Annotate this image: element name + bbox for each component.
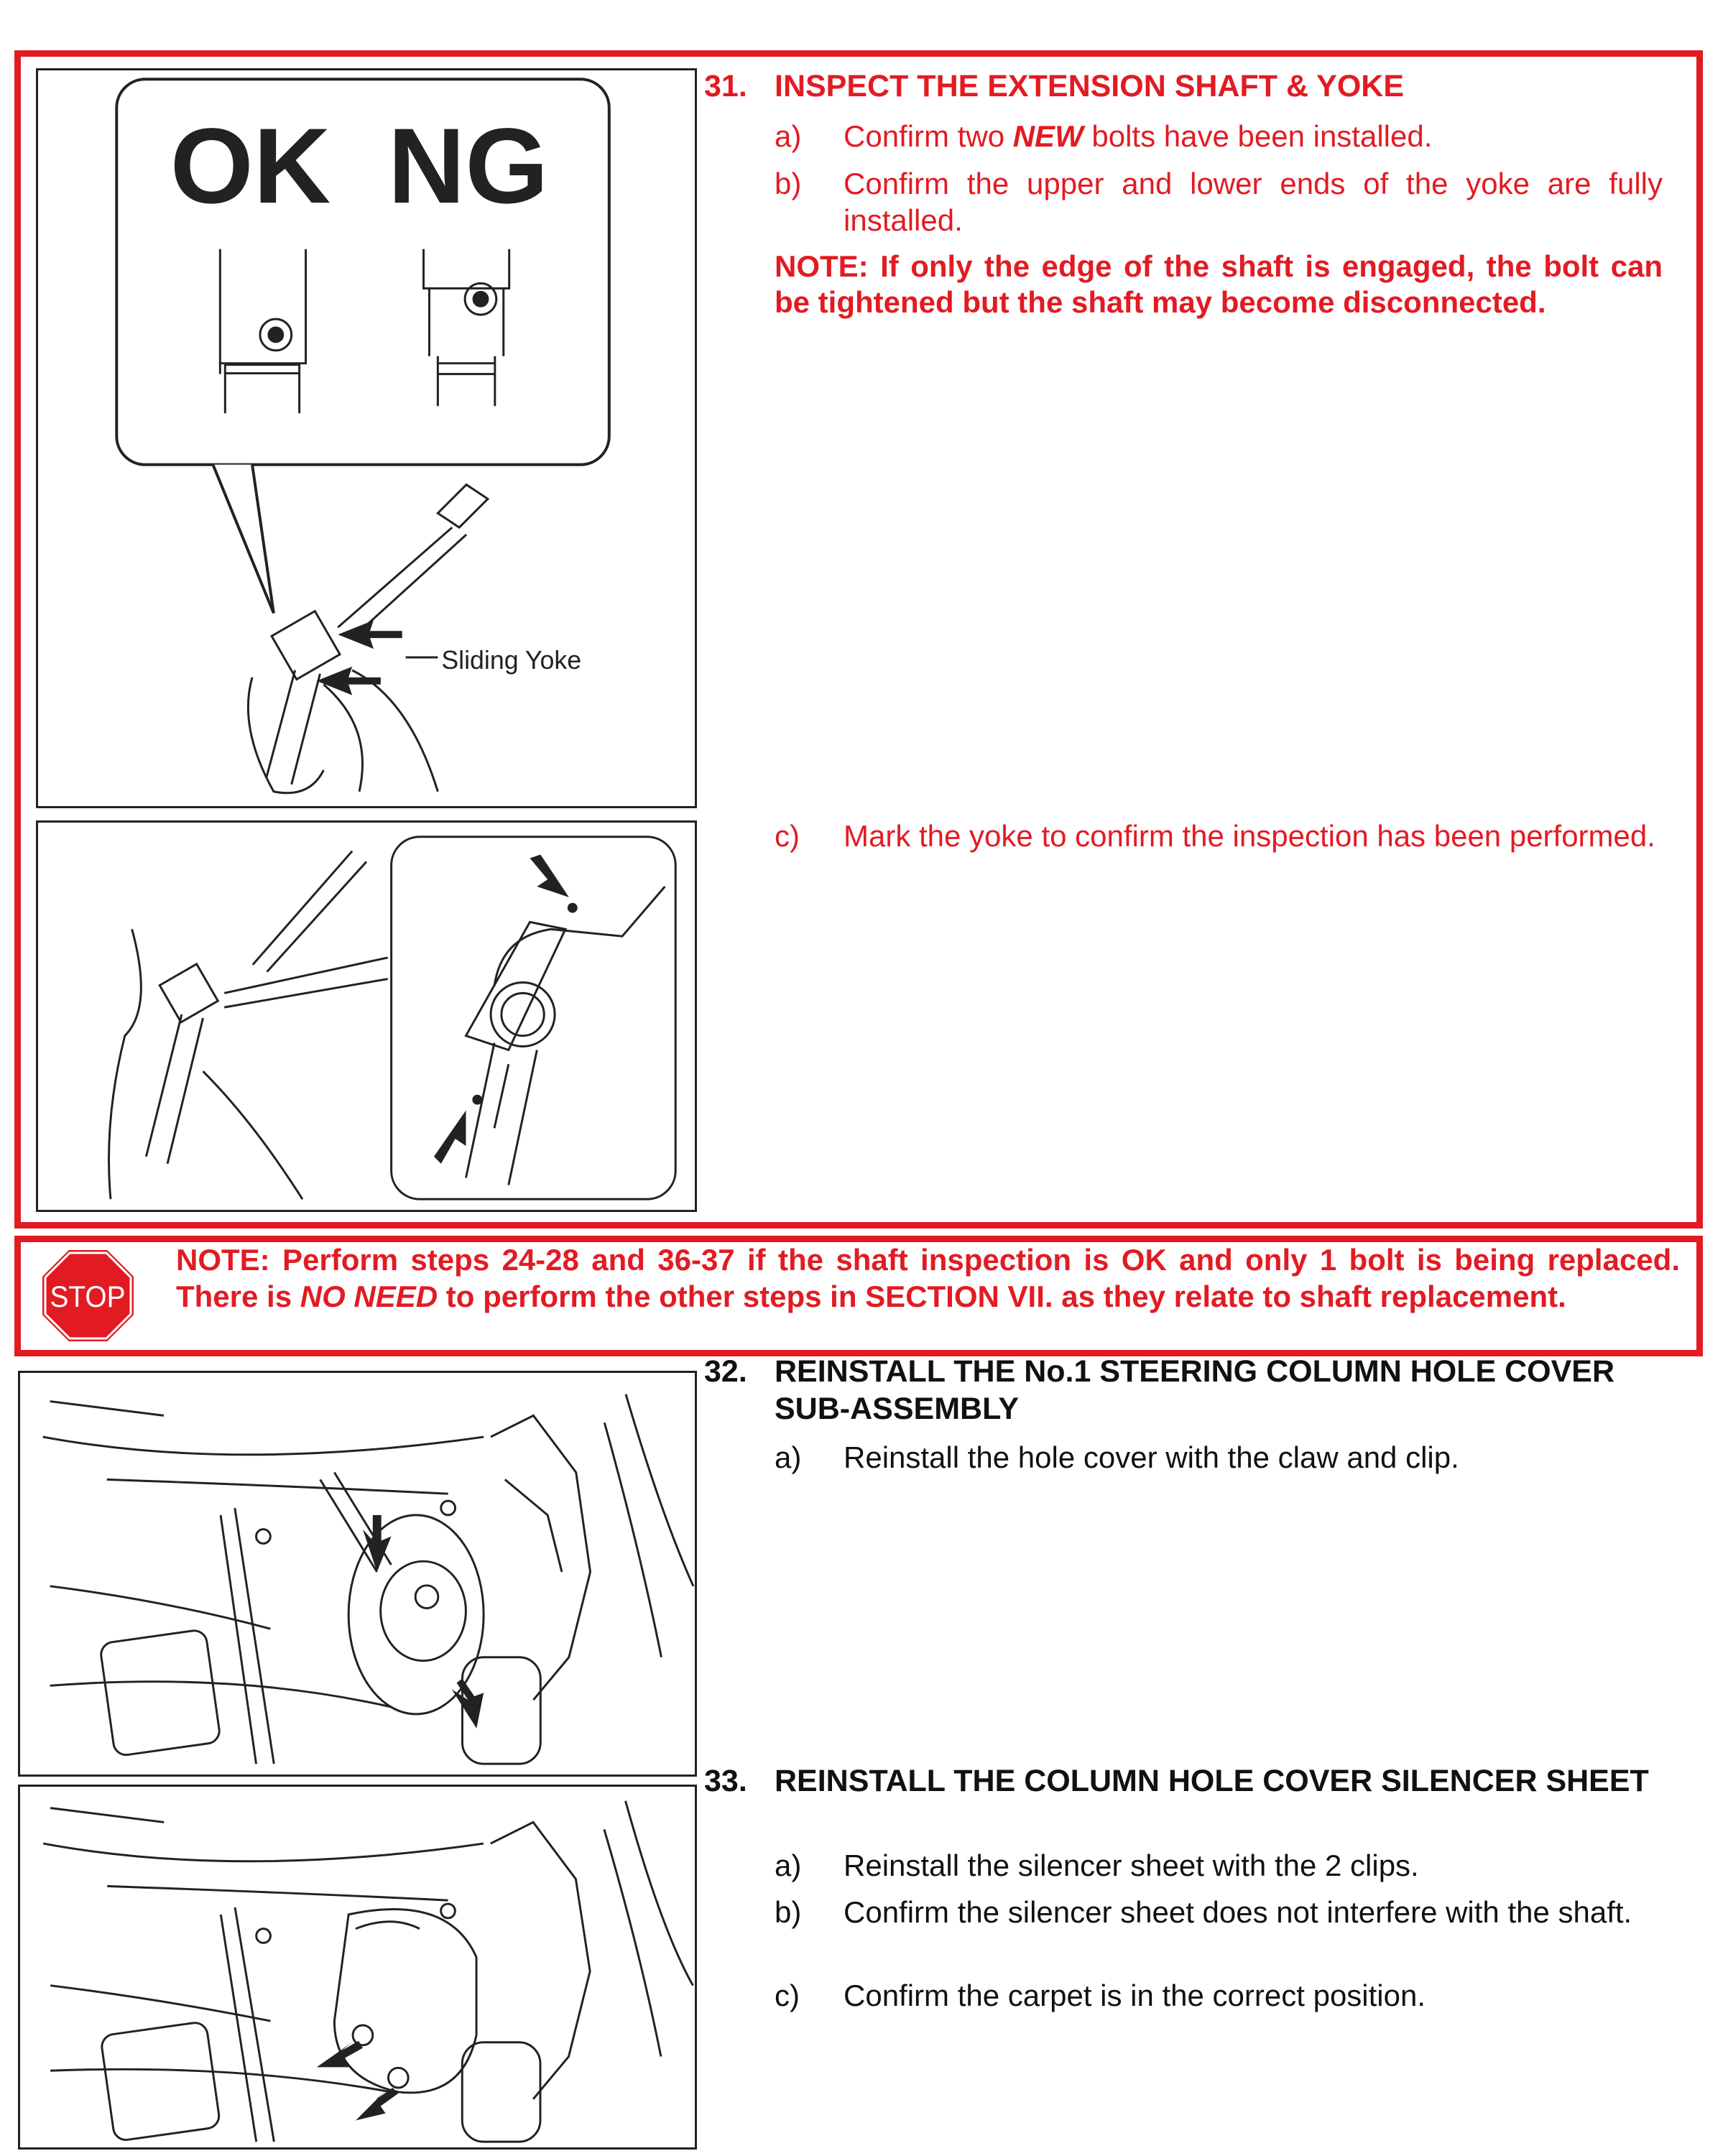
item-label: a) (775, 1849, 802, 1882)
figure-mark-yoke (36, 820, 697, 1212)
item-text: Confirm the upper and lower ends of the yoke are fully installed. (844, 167, 1663, 237)
item-text: Confirm the carpet is in the correct position. (844, 1979, 1426, 2012)
item-text: Reinstall the hole cover with the claw and clip. (844, 1440, 1459, 1474)
sliding-yoke-callout: Sliding Yoke (441, 645, 582, 675)
figure-ok-ng-yoke (36, 68, 697, 808)
step31-item-c (775, 818, 1663, 854)
step31-item-a (775, 118, 1668, 154)
item-text: Mark the yoke to confirm the inspection has been performed. (844, 819, 1655, 853)
item-label: a) (775, 1440, 802, 1474)
step31-note: NOTE: If only the edge of the shaft is engaged, the bolt can be tightened but the shaft may become disconnected. (775, 249, 1663, 319)
item-label: b) (775, 1895, 802, 1929)
note-text: NOTE: Perform steps 24-28 and 36-37 if the shaft inspection is OK and only 1 bolt is being replaced. There is (176, 1243, 1680, 1313)
step31-item-b (775, 165, 1663, 239)
stop-sign-icon (40, 1247, 137, 1344)
step31-title: INSPECT THE EXTENSION SHAFT & YOKE (775, 69, 1405, 103)
item-text: Confirm the silencer sheet does not interfere with the shaft. (844, 1895, 1632, 1929)
note-text: to perform the other steps in SECTION VII. as they relate to shaft replacement. (438, 1280, 1566, 1313)
step33-item-c (775, 1977, 1680, 2014)
yoke-inspection-illustration (38, 70, 695, 806)
figure-hole-cover (18, 1371, 697, 1777)
stop-note-text (176, 1241, 1680, 1315)
step32-title: REINSTALL THE No.1 STEERING COLUMN HOLE COVER SUB-ASSEMBLY (775, 1354, 1615, 1426)
hole-cover-illustration (20, 1373, 695, 1775)
item-label: c) (775, 819, 800, 853)
mark-yoke-illustration (38, 823, 695, 1210)
item-text: Reinstall the silencer sheet with the 2 clips. (844, 1849, 1419, 1882)
item-label: b) (775, 167, 802, 200)
step33-title: REINSTALL THE COLUMN HOLE COVER SILENCER SHEET (775, 1764, 1649, 1798)
item-label: c) (775, 1979, 800, 2012)
step32-number: 32. (704, 1354, 747, 1389)
figure-silencer-sheet (18, 1785, 697, 2150)
arrow-icon (317, 2041, 399, 2121)
no-need-emphasis: NO NEED (300, 1280, 438, 1313)
ok-label: OK (170, 106, 331, 226)
arrow-icon (316, 620, 402, 695)
new-emphasis: NEW (1012, 119, 1084, 153)
step32-item-a (775, 1439, 1680, 1476)
item-label: a) (775, 119, 802, 153)
stop-sign-text: STOP (50, 1280, 126, 1313)
item-text: bolts have been installed. (1083, 119, 1433, 153)
item-text: Confirm two (844, 119, 1013, 153)
step33-item-a (775, 1847, 1680, 1884)
step33-item-b (775, 1894, 1680, 1930)
step33-number: 33. (704, 1764, 747, 1798)
silencer-sheet-illustration (20, 1787, 695, 2147)
ng-label: NG (387, 106, 549, 226)
step31-number: 31. (704, 69, 747, 103)
